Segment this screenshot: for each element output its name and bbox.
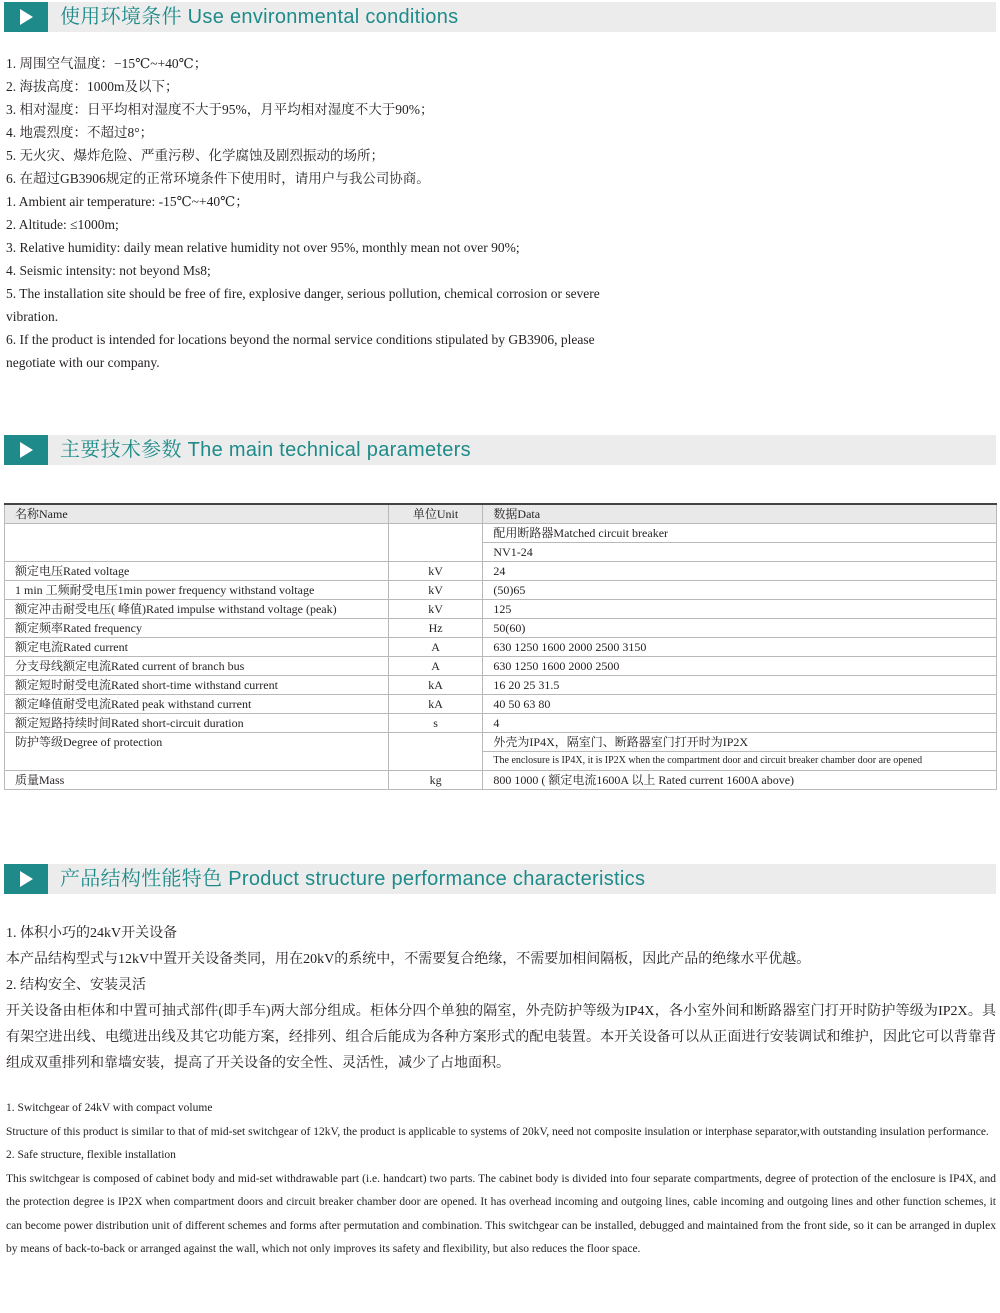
param-name: 防护等级Degree of protection <box>5 733 389 771</box>
list-item: vibration. <box>6 309 59 324</box>
param-data: 800 1000 ( 额定电流1600A 以上 Rated current 1600A above) <box>483 771 997 790</box>
section-title: 产品结构性能特色 Product structure performance characteristics <box>60 868 646 890</box>
table-row <box>5 524 997 543</box>
list-item: 4. 地震烈度：不超过8°； <box>6 125 154 140</box>
table-header-row <box>5 504 997 524</box>
param-data: 50(60) <box>483 619 997 638</box>
param-unit: kV <box>388 600 483 619</box>
param-unit: kV <box>388 562 483 581</box>
section-title: 主要技术参数 The main technical parameters <box>60 439 471 461</box>
param-data: (50)65 <box>483 581 997 600</box>
param-unit: s <box>388 714 483 733</box>
characteristics-cn <box>6 921 996 1077</box>
list-item: negotiate with our company. <box>6 355 160 370</box>
section-tab <box>4 864 48 894</box>
param-name: 1 min 工频耐受电压1min power frequency withstand voltage <box>5 581 389 600</box>
param-name: 额定频率Rated frequency <box>5 619 389 638</box>
param-name: 额定峰值耐受电流Rated peak withstand current <box>5 695 389 714</box>
list-item: 3. 相对湿度：日平均相对湿度不大于95%，月平均相对湿度不大于90%； <box>6 102 434 117</box>
param-unit: kg <box>388 771 483 790</box>
environment-conditions-list <box>6 52 996 374</box>
column-header-name: 名称Name <box>5 504 389 524</box>
table-row <box>5 695 997 714</box>
table-row <box>5 714 997 733</box>
table-row <box>5 733 997 752</box>
param-name: 质量Mass <box>5 771 389 790</box>
param-name: 额定短路持续时间Rated short-circuit duration <box>5 714 389 733</box>
list-item: 5. 无火灾、爆炸危险、严重污秽、化学腐蚀及剧烈振动的场所； <box>6 148 384 163</box>
characteristics-en <box>6 1097 996 1262</box>
section-header-environment <box>4 2 996 32</box>
column-header-data: 数据Data <box>483 504 997 524</box>
param-data: The enclosure is IP4X, it is IP2X when the compartment door and circuit breaker chamber door are opened <box>483 752 997 771</box>
list-item: 6. 在超过GB3906规定的正常环境条件下使用时，请用户与我公司协商。 <box>6 171 430 186</box>
table-row <box>5 619 997 638</box>
param-data: 16 20 25 31.5 <box>483 676 997 695</box>
list-item: 5. The installation site should be free of fire, explosive danger, serious pollution, chemical corrosion or severe <box>6 286 600 301</box>
matched-breaker-label: 配用断路器Matched circuit breaker <box>483 524 997 543</box>
param-name: 额定短时耐受电流Rated short-time withstand current <box>5 676 389 695</box>
table-row <box>5 657 997 676</box>
param-data: 4 <box>483 714 997 733</box>
table-row <box>5 600 997 619</box>
param-unit: kV <box>388 581 483 600</box>
section-header-characteristics <box>4 864 996 894</box>
param-data: 630 1250 1600 2000 2500 <box>483 657 997 676</box>
section-tab <box>4 2 48 32</box>
paragraph: 本产品结构型式与12kV中置开关设备类同，用在20kV的系统中，不需要复合绝缘，不需要加相间隔板，因此产品的绝缘水平优越。 <box>6 952 811 967</box>
subheading: 1. Switchgear of 24kV with compact volume <box>6 1102 213 1114</box>
subheading: 2. Safe structure, flexible installation <box>6 1149 176 1161</box>
section-title: 使用环境条件 Use environmental conditions <box>60 6 459 28</box>
table-row <box>5 562 997 581</box>
play-arrow-icon <box>20 9 33 25</box>
list-item: 3. Relative humidity: daily mean relative humidity not over 95%, monthly mean not over 90%; <box>6 240 520 255</box>
parameters-table <box>4 503 997 790</box>
section-header-parameters <box>4 435 996 465</box>
list-item: 4. Seismic intensity: not beyond Ms8; <box>6 263 211 278</box>
table-row <box>5 771 997 790</box>
param-name: 额定电压Rated voltage <box>5 562 389 581</box>
table-row <box>5 581 997 600</box>
play-arrow-icon <box>20 871 33 887</box>
param-unit: kA <box>388 676 483 695</box>
param-data: 24 <box>483 562 997 581</box>
table-row <box>5 638 997 657</box>
list-item: 1. Ambient air temperature: -15℃~+40℃； <box>6 194 249 209</box>
list-item: 2. 海拔高度：1000m及以下； <box>6 79 179 94</box>
param-unit: kA <box>388 695 483 714</box>
param-name: 额定电流Rated current <box>5 638 389 657</box>
section-tab <box>4 435 48 465</box>
param-unit: A <box>388 638 483 657</box>
play-arrow-icon <box>20 442 33 458</box>
paragraph: This switchgear is composed of cabinet body and mid-set withdrawable part (i.e. handcart) two parts. The cabinet body is divided into four separate compartments, degree of protection of the enclosure is IP4X, and the protection degree is IP2X when compartment doors and circuit breaker chamber door are opened. It has overhead incoming and outgoing lines, cable incoming and outgoing lines and other function schemes, it can become power distribution unit of different schemes and forms after permutation and combination. This switchgear can be installed, debugged and maintained from the front side, so it can be arranged in duplex by means of back-to-back or arranged against the wall, which not only improves its safety and flexibility, but also reduces the floor space. <box>6 1172 996 1255</box>
list-item: 1. 周围空气温度：−15℃~+40℃； <box>6 56 208 71</box>
subheading: 1. 体积小巧的24kV开关设备 <box>6 926 178 941</box>
param-data: 630 1250 1600 2000 2500 3150 <box>483 638 997 657</box>
param-data: 外壳为IP4X，隔室门、断路器室门打开时为IP2X <box>483 733 997 752</box>
paragraph: 开关设备由柜体和中置可抽式部件(即手车)两大部分组成。柜体分四个单独的隔室，外壳防护等级为IP4X，各小室外间和断路器室门打开时防护等级为IP2X。具有架空进出线、电缆进出线及其它功能方案，经排列、组合后能成为各种方案形式的配电装置。本开关设备可以从正面进行安装调试和维护，因此它可以背靠背组成双重排列和靠墙安装，提高了开关设备的安全性、灵活性，减少了占地面积。 <box>6 1004 996 1071</box>
paragraph: Structure of this product is similar to that of mid-set switchgear of 12kV, the product is applicable to systems of 20kV, need not composite insulation or interphase separator,with outstanding insulation performance. <box>6 1125 989 1138</box>
param-data: 125 <box>483 600 997 619</box>
param-name: 额定冲击耐受电压( 峰值)Rated impulse withstand voltage (peak) <box>5 600 389 619</box>
list-item: 2. Altitude: ≤1000m; <box>6 217 119 232</box>
matched-breaker-model: NV1-24 <box>483 543 997 562</box>
param-unit: Hz <box>388 619 483 638</box>
list-item: 6. If the product is intended for locations beyond the normal service conditions stipulated by GB3906, please <box>6 332 595 347</box>
subheading: 2. 结构安全、安装灵活 <box>6 978 146 993</box>
column-header-unit: 单位Unit <box>388 504 483 524</box>
param-unit: A <box>388 657 483 676</box>
table-row <box>5 676 997 695</box>
param-name: 分支母线额定电流Rated current of branch bus <box>5 657 389 676</box>
param-data: 40 50 63 80 <box>483 695 997 714</box>
